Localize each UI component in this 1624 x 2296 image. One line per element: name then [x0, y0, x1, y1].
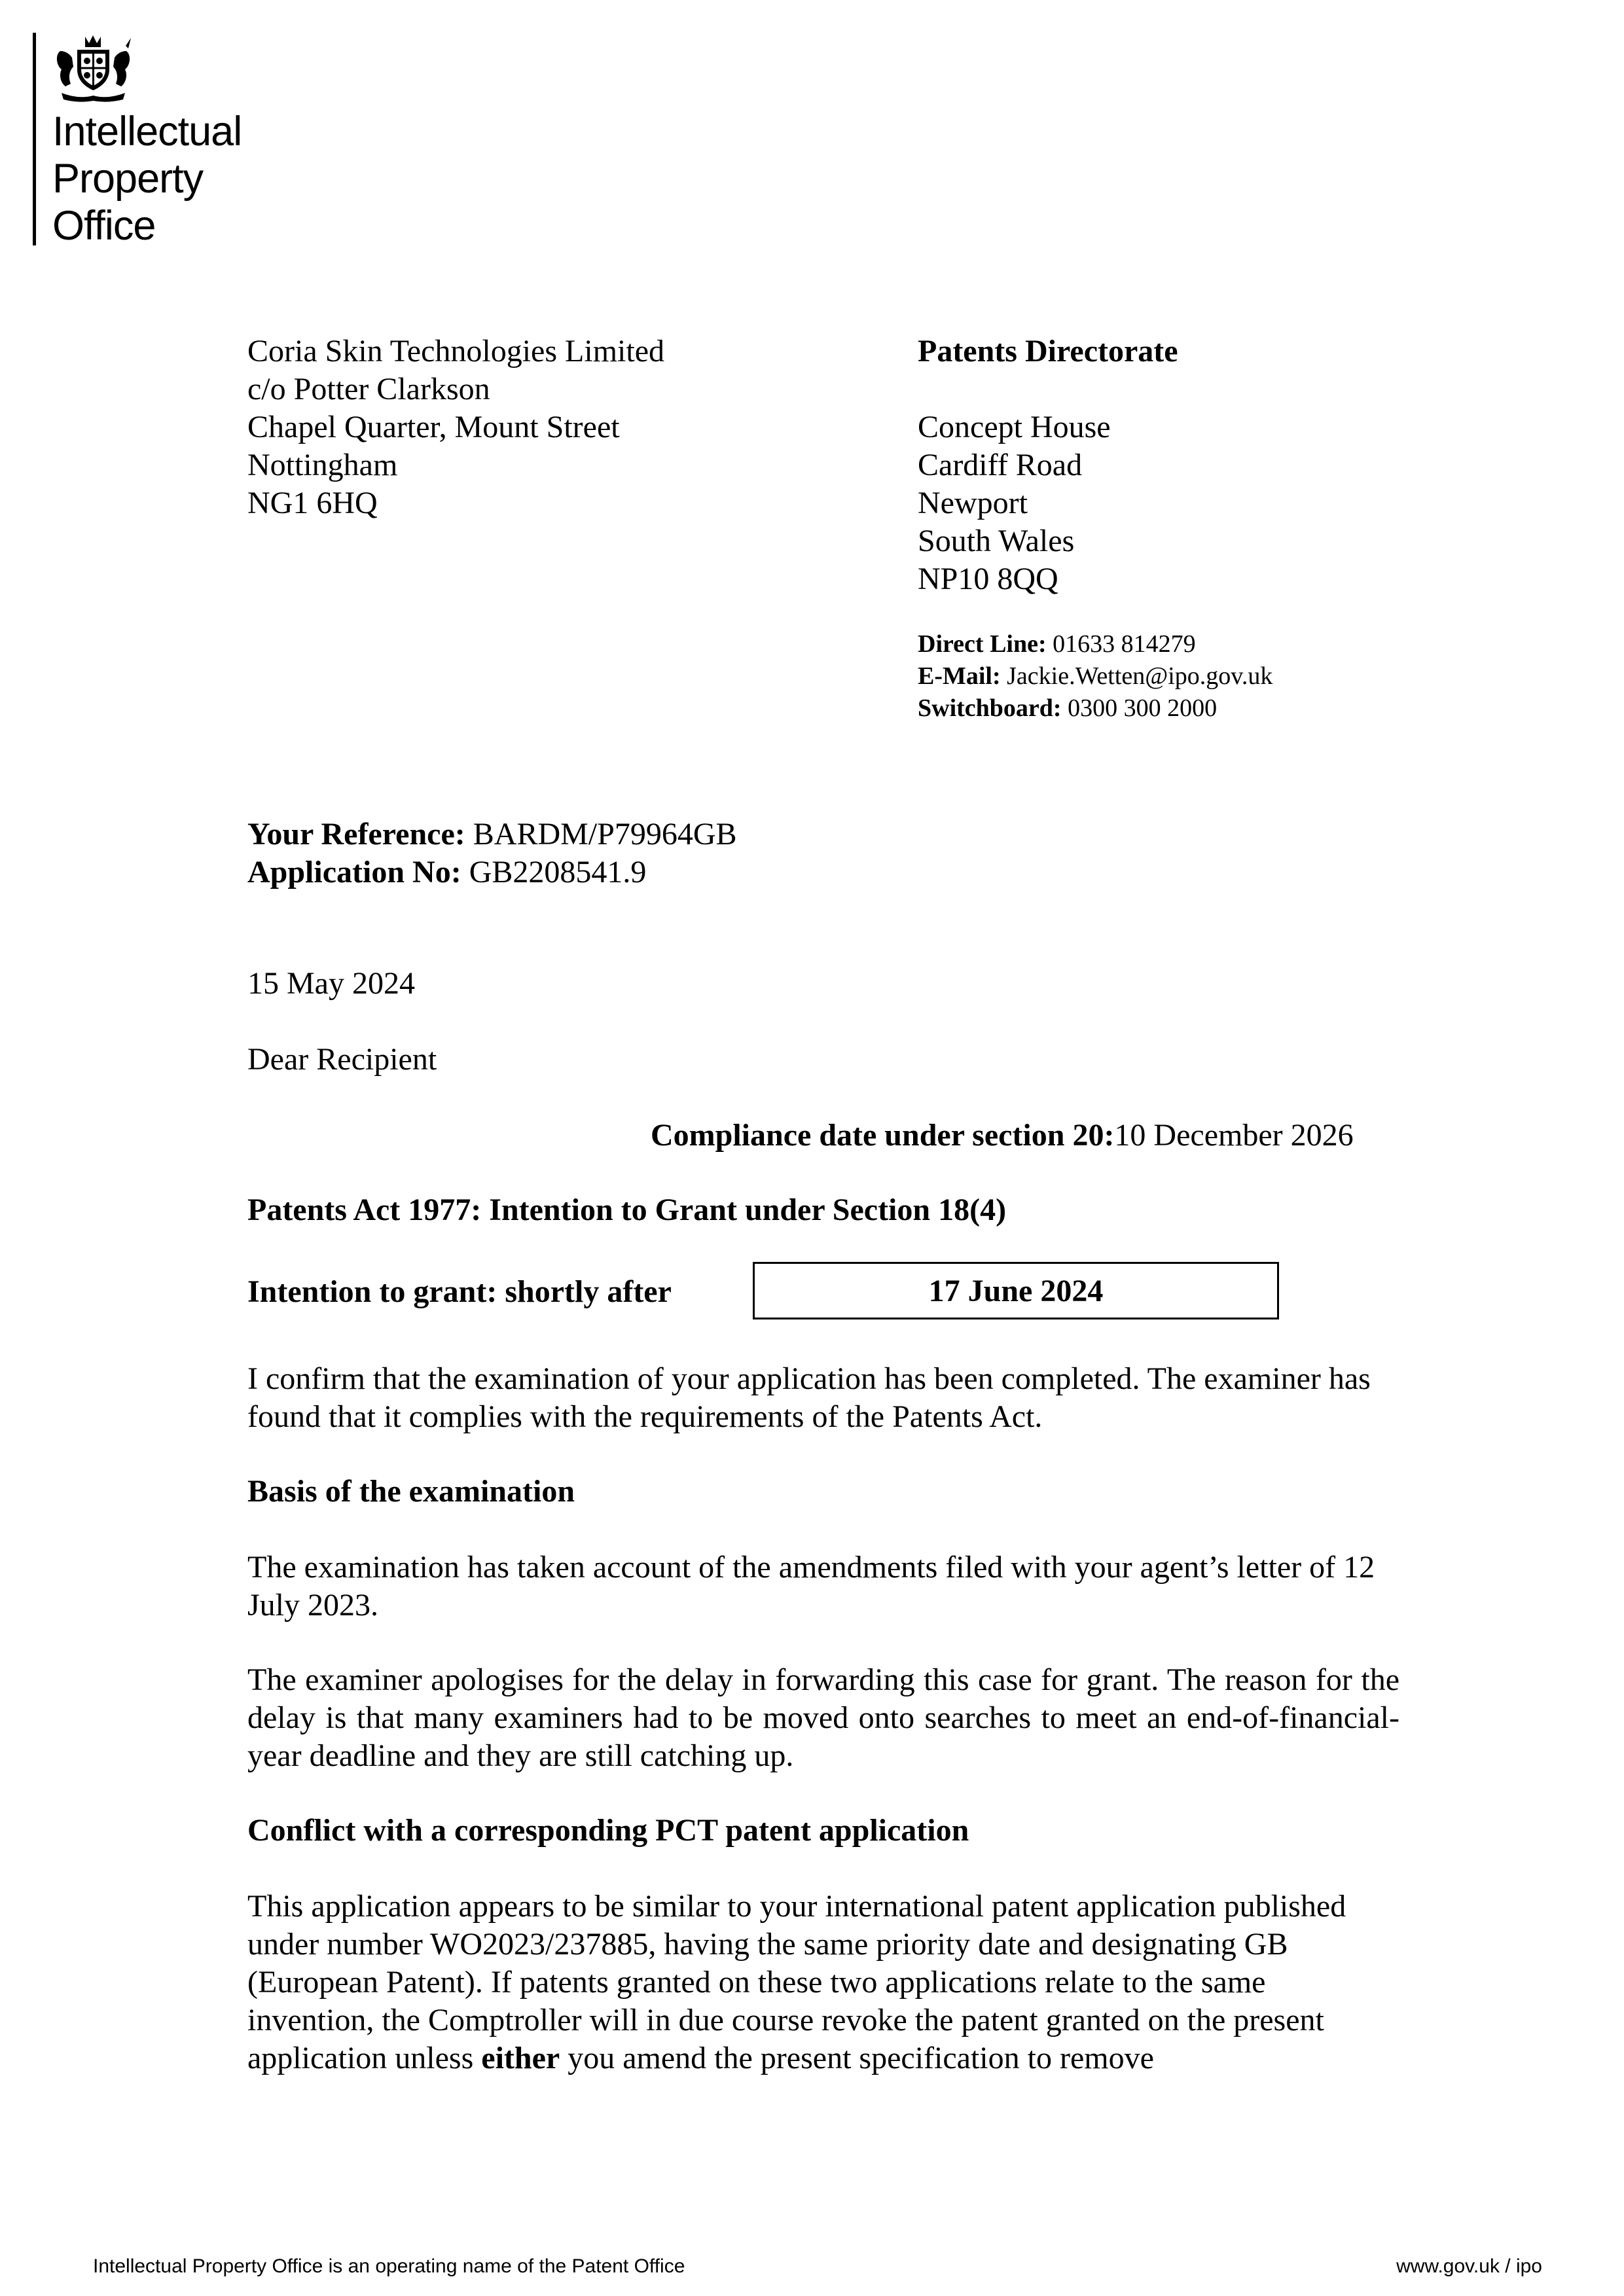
paragraph-conflict-text-end: you amend the present specification to remove — [560, 2041, 1154, 2075]
switchboard — [918, 692, 1272, 725]
logo-line: Intellectual — [52, 109, 242, 154]
address-line: Coria Skin Technologies Limited — [247, 334, 665, 368]
address-line: c/o Potter Clarkson — [247, 372, 490, 406]
direct-line-value: 01633 814279 — [1053, 630, 1196, 658]
heading-conflict: Conflict with a corresponding PCT patent application — [247, 1813, 969, 1848]
email — [918, 660, 1272, 692]
directorate-title: Patents Directorate — [918, 334, 1178, 368]
your-reference-value: BARDM/P79964GB — [473, 817, 737, 852]
paragraph-conflict-emphasis: either — [481, 2041, 560, 2075]
logo-line: Office — [52, 203, 156, 249]
paragraph-conflict-text: This application appears to be similar to your international patent application published under number WO2023/237885, having the same priority date and designating GB (European Patent). If patents granted on these two applications relate to the same invention, the Comptroller will in due course revoke the patent granted on the present application unless — [247, 1889, 1346, 2075]
paragraph-conflict — [247, 1888, 1399, 2077]
address-line: Chapel Quarter, Mount Street — [247, 410, 620, 444]
application-number-value: GB2208541.9 — [469, 855, 647, 889]
logo-rule — [33, 33, 36, 245]
salutation: Dear Recipient — [247, 1042, 437, 1077]
direct-line-label: Direct Line: — [918, 630, 1047, 658]
footer-website-link[interactable]: www.gov.uk / ipo — [1396, 2255, 1542, 2277]
intention-label: Intention to grant: shortly after — [247, 1274, 672, 1309]
sender-address — [918, 332, 1178, 598]
paragraph-examination-complete: I confirm that the examination of your application has been completed. The examiner has found that it complies with the requirements of the Patents Act. — [247, 1361, 1371, 1434]
email-value: Jackie.Wetten@ipo.gov.uk — [1007, 662, 1273, 690]
address-line: Nottingham — [247, 448, 398, 482]
paragraph-amendments: The examination has taken account of the amendments filed with your agent’s letter of 12 July 2023. — [247, 1550, 1375, 1623]
your-reference — [247, 816, 737, 853]
address-line: NG1 6HQ — [247, 486, 378, 520]
contact-details — [918, 628, 1272, 725]
address-line: Cardiff Road — [918, 448, 1083, 482]
address-line: Newport — [918, 486, 1028, 520]
royal-coat-of-arms-icon — [52, 31, 134, 103]
paragraph-delay: The examiner apologises for the delay in forwarding this case for grant. The reason for the delay is that many examiners had to be moved onto searches to meet an end-of-financial-year deadline and they are still catching up. — [247, 1662, 1399, 1773]
email-label: E-Mail: — [918, 662, 1001, 690]
compliance-label: Compliance date under section 20: — [651, 1118, 1115, 1153]
letter-date: 15 May 2024 — [247, 966, 415, 1001]
intention-date-box — [753, 1262, 1279, 1319]
switchboard-label: Switchboard: — [918, 694, 1062, 722]
your-reference-label: Your Reference: — [247, 817, 465, 852]
address-line: South Wales — [918, 524, 1075, 558]
logo-line: Property — [52, 156, 204, 202]
address-line: Concept House — [918, 410, 1111, 444]
application-number — [247, 853, 737, 891]
heading-basis: Basis of the examination — [247, 1474, 575, 1509]
compliance-value: 10 December 2026 — [1114, 1118, 1354, 1153]
act-title: Patents Act 1977: Intention to Grant under Section 18(4) — [247, 1193, 1007, 1227]
direct-line — [918, 628, 1272, 660]
footer-note: Intellectual Property Office is an operating name of the Patent Office — [93, 2255, 685, 2277]
switchboard-value: 0300 300 2000 — [1068, 694, 1218, 722]
references — [247, 816, 737, 891]
intention-date: 17 June 2024 — [928, 1273, 1104, 1308]
recipient-address — [247, 332, 664, 522]
compliance-date — [651, 1117, 1354, 1155]
logo-wordmark — [52, 108, 242, 249]
application-number-label: Application No: — [247, 855, 461, 889]
address-line: NP10 8QQ — [918, 562, 1058, 596]
